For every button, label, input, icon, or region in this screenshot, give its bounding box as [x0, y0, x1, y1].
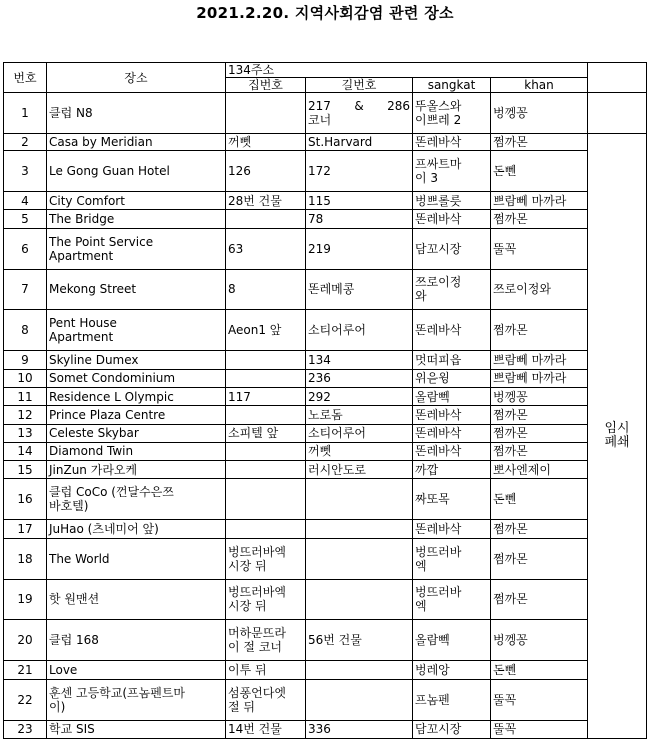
- khan-cell: 벙껭꽁: [491, 93, 588, 134]
- street-number-cell-line: 236: [308, 371, 331, 386]
- khan-cell: 쩜까몬: [491, 579, 588, 620]
- sangkat-cell-line: 벙뜨러바: [415, 544, 462, 559]
- place-cell-line: JuHao (츠네미어 앞): [49, 521, 159, 536]
- sangkat-cell-line: 올람뻭: [415, 389, 450, 404]
- place-cell-line: Skyline Dumex: [49, 352, 139, 367]
- khan-cell: 쁘람뻬 마까라: [491, 192, 588, 210]
- place-cell: [47, 269, 226, 310]
- place-cell: [47, 679, 226, 720]
- table-row: [4, 369, 647, 387]
- row-number: 15: [4, 461, 47, 479]
- table-row: [4, 479, 647, 520]
- sangkat-cell: [413, 406, 491, 424]
- status-cell: [588, 133, 647, 738]
- place-cell-line: Prince Plaza Centre: [49, 407, 166, 422]
- place-cell: [47, 228, 226, 269]
- khan-cell: 쁘람뻬 마까라: [491, 369, 588, 387]
- place-cell-line: 훈센 고등학교(프놈펜트마: [49, 685, 186, 700]
- house-number-cell-line: 28번 건물: [228, 193, 282, 208]
- street-number-cell: [306, 538, 413, 579]
- house-number-cell: [226, 442, 306, 460]
- khan-cell: 쩜까몬: [491, 310, 588, 351]
- place-cell: [47, 479, 226, 520]
- street-number-cell: [306, 310, 413, 351]
- khan-cell: 쩜까몬: [491, 538, 588, 579]
- sangkat-cell-line: 벙쁘롤릇: [415, 193, 462, 208]
- street-number-cell: [306, 210, 413, 228]
- place-cell: [47, 351, 226, 369]
- sangkat-cell: [413, 720, 491, 738]
- row-number: 9: [4, 351, 47, 369]
- row-number: 20: [4, 620, 47, 661]
- sangkat-cell: [413, 538, 491, 579]
- sangkat-cell-line: 프싸트마: [415, 157, 462, 172]
- sangkat-cell-line: 이쁘레 2: [415, 112, 462, 127]
- row-number: 22: [4, 679, 47, 720]
- house-number-cell-line: 63: [228, 241, 244, 256]
- table-row: [4, 406, 647, 424]
- row-number: 5: [4, 210, 47, 228]
- khan-cell: 돈뻰: [491, 479, 588, 520]
- house-number-cell-line: 시장 뒤: [228, 558, 267, 573]
- house-number-cell: [226, 310, 306, 351]
- sangkat-cell-line: 까깝: [415, 462, 439, 477]
- place-cell: [47, 151, 226, 192]
- table-row: [4, 151, 647, 192]
- house-number-cell: [226, 93, 306, 134]
- street-number-cell: [306, 442, 413, 460]
- place-cell: [47, 192, 226, 210]
- sangkat-cell: [413, 210, 491, 228]
- khan-cell: 쁘람뻬 마까라: [491, 351, 588, 369]
- street-number-cell: [306, 620, 413, 661]
- street-number-cell-line: 134: [308, 352, 331, 367]
- house-number-cell-line: 꺼뻿: [228, 135, 252, 150]
- table-row: [4, 387, 647, 405]
- row-number: 10: [4, 369, 47, 387]
- sangkat-cell: [413, 228, 491, 269]
- street-number-cell-line: 소티어루어: [308, 426, 366, 441]
- house-number-cell: [226, 620, 306, 661]
- place-cell-line: City Comfort: [49, 193, 125, 208]
- status-blank-cell: [588, 93, 647, 134]
- sangkat-cell: [413, 679, 491, 720]
- house-number-cell: [226, 538, 306, 579]
- place-cell-line: Love: [49, 662, 78, 677]
- place-cell-line: The World: [49, 551, 110, 566]
- header-number: 번호: [4, 63, 47, 93]
- table-row: [4, 93, 647, 134]
- table-row: [4, 210, 647, 228]
- place-cell: [47, 520, 226, 538]
- place-cell-line: Mekong Street: [49, 282, 137, 297]
- street-number-cell: [306, 228, 413, 269]
- document-title: 2021.2.20. 지역사회감염 관련 장소: [196, 4, 454, 22]
- table-row: [4, 520, 647, 538]
- sangkat-cell-line: 벙레앙: [415, 662, 450, 677]
- table-row: [4, 461, 647, 479]
- header-house-number: 집번호: [226, 78, 306, 93]
- street-number-cell-line: 115: [308, 193, 331, 208]
- house-number-cell-line: 8: [228, 282, 236, 297]
- house-number-cell: [226, 351, 306, 369]
- house-number-cell: [226, 406, 306, 424]
- place-cell-line: 바호텔): [49, 499, 89, 514]
- sangkat-cell: [413, 310, 491, 351]
- table-row: [4, 720, 647, 738]
- street-number-cell: [306, 424, 413, 442]
- street-number-cell: [306, 406, 413, 424]
- header-address-group: 134주소: [226, 63, 588, 78]
- sangkat-cell: [413, 620, 491, 661]
- row-number: 19: [4, 579, 47, 620]
- sangkat-cell: [413, 93, 491, 134]
- place-cell-line: The Point Service: [49, 234, 154, 249]
- house-number-cell: [226, 461, 306, 479]
- place-cell: [47, 133, 226, 150]
- table-row: [4, 133, 647, 150]
- row-number: 17: [4, 520, 47, 538]
- place-cell-line: Casa by Meridian: [49, 135, 153, 150]
- place-cell: [47, 310, 226, 351]
- table-row: [4, 310, 647, 351]
- house-number-cell: [226, 520, 306, 538]
- header-place: 장소: [47, 63, 226, 93]
- table-row: [4, 538, 647, 579]
- street-number-cell: [306, 579, 413, 620]
- sangkat-cell-line: 똔레바삭: [415, 407, 462, 422]
- sangkat-cell: [413, 192, 491, 210]
- house-number-cell: [226, 192, 306, 210]
- house-number-cell-line: 섬퐁언다엣: [228, 685, 286, 700]
- sangkat-cell: [413, 479, 491, 520]
- khan-cell: 쯔로이정와: [491, 269, 588, 310]
- place-cell-line: 학교 SIS: [49, 722, 95, 737]
- street-number-cell: [306, 93, 413, 134]
- sangkat-cell-line: 똔레바삭: [415, 211, 462, 226]
- header-khan: khan: [491, 78, 588, 93]
- house-number-cell-line: 126: [228, 164, 251, 179]
- house-number-cell: [226, 679, 306, 720]
- street-number-cell: [306, 679, 413, 720]
- row-number: 1: [4, 93, 47, 134]
- khan-cell: 쩜까몬: [491, 406, 588, 424]
- house-number-cell: [226, 369, 306, 387]
- sangkat-cell-line: 쯔로이정: [415, 275, 462, 290]
- street-number-cell-line: 292: [308, 389, 331, 404]
- sangkat-cell: [413, 579, 491, 620]
- place-cell-line: Residence L Olympic: [49, 389, 174, 404]
- sangkat-cell-line: 와: [415, 289, 427, 304]
- row-number: 16: [4, 479, 47, 520]
- street-number-cell-line: 78: [308, 211, 324, 226]
- house-number-cell: [226, 479, 306, 520]
- venue-table: [3, 62, 647, 739]
- row-number: 8: [4, 310, 47, 351]
- row-number: 23: [4, 720, 47, 738]
- sangkat-cell-line: 담꼬시장: [415, 722, 462, 737]
- sangkat-cell: [413, 151, 491, 192]
- street-number-cell: [306, 661, 413, 679]
- sangkat-cell: [413, 424, 491, 442]
- street-number-cell-line: 노로돔: [308, 407, 343, 422]
- place-cell: [47, 720, 226, 738]
- sangkat-cell-line: 이 3: [415, 171, 439, 186]
- house-number-cell: [226, 133, 306, 150]
- place-cell: [47, 620, 226, 661]
- place-cell-line: Celeste Skybar: [49, 426, 139, 441]
- house-number-cell: [226, 579, 306, 620]
- sangkat-cell-line: 똔레바삭: [415, 426, 462, 441]
- row-number: 11: [4, 387, 47, 405]
- place-cell-line: 클럽 CoCo (껀달수은쯔: [49, 485, 174, 500]
- sangkat-cell: [413, 269, 491, 310]
- house-number-cell: [226, 210, 306, 228]
- place-cell-line: Somet Condominium: [49, 371, 176, 386]
- khan-cell: 쩜까몬: [491, 520, 588, 538]
- sangkat-cell-line: 똔레바삭: [415, 135, 462, 150]
- sangkat-cell: [413, 369, 491, 387]
- street-number-cell: [306, 720, 413, 738]
- street-number-cell: [306, 520, 413, 538]
- sangkat-cell-line: 담꼬시장: [415, 241, 462, 256]
- house-number-cell-line: 117: [228, 389, 251, 404]
- status-line: 폐쇄: [604, 434, 630, 450]
- sangkat-cell-line: 엑: [415, 558, 427, 573]
- table-row: [4, 661, 647, 679]
- khan-cell: 쩜까몬: [491, 210, 588, 228]
- house-number-cell: [226, 269, 306, 310]
- khan-cell: 뚤꼭: [491, 679, 588, 720]
- sangkat-cell-line: 올람뻭: [415, 633, 450, 648]
- street-number-cell: [306, 369, 413, 387]
- sangkat-cell: [413, 351, 491, 369]
- khan-cell: 쩜까몬: [491, 442, 588, 460]
- khan-cell: 돈뻰: [491, 661, 588, 679]
- street-number-cell-line: 219: [308, 241, 331, 256]
- row-number: 6: [4, 228, 47, 269]
- header-sangkat: sangkat: [413, 78, 491, 93]
- place-cell: [47, 579, 226, 620]
- table-row: [4, 620, 647, 661]
- house-number-cell-line: 시장 뒤: [228, 599, 267, 614]
- place-cell: [47, 661, 226, 679]
- house-number-cell: [226, 228, 306, 269]
- sangkat-cell: [413, 520, 491, 538]
- place-cell: [47, 210, 226, 228]
- street-number-cell: [306, 351, 413, 369]
- place-cell-line: Pent House: [49, 316, 117, 331]
- table-row: [4, 579, 647, 620]
- sangkat-cell-line: 뚜올스와: [415, 98, 462, 113]
- row-number: 7: [4, 269, 47, 310]
- table-row: [4, 679, 647, 720]
- place-cell: [47, 369, 226, 387]
- table-row: [4, 424, 647, 442]
- place-cell-line: 클럽 N8: [49, 105, 93, 120]
- khan-cell: 벙껭꽁: [491, 620, 588, 661]
- place-cell: [47, 406, 226, 424]
- place-cell-line: Diamond Twin: [49, 444, 134, 459]
- street-number-cell-line: 소티어루어: [308, 323, 366, 338]
- house-number-cell-line: Aeon1 앞: [228, 323, 282, 338]
- sangkat-cell-line: 멋떠피읍: [415, 352, 462, 367]
- sangkat-cell: [413, 442, 491, 460]
- row-number: 3: [4, 151, 47, 192]
- street-number-cell: [306, 461, 413, 479]
- place-cell-line: 이): [49, 699, 66, 714]
- street-number-cell-line: 56번 건물: [308, 633, 362, 648]
- table-row: [4, 442, 647, 460]
- khan-cell: 쩜까몬: [491, 133, 588, 150]
- khan-cell: 뽀사엔제이: [491, 461, 588, 479]
- house-number-cell: [226, 151, 306, 192]
- row-number: 4: [4, 192, 47, 210]
- street-number-cell: [306, 192, 413, 210]
- status-line: 임시: [604, 420, 630, 436]
- row-number: 12: [4, 406, 47, 424]
- sangkat-cell: [413, 661, 491, 679]
- street-number-cell-line: 336: [308, 722, 331, 737]
- house-number-cell-line: 벙뜨러바엑: [228, 544, 286, 559]
- street-number-cell: [306, 479, 413, 520]
- street-number-cell-line: 러시안도로: [308, 462, 366, 477]
- table-row: [4, 192, 647, 210]
- street-number-cell: [306, 151, 413, 192]
- row-number: 2: [4, 133, 47, 150]
- khan-cell: 돈뻰: [491, 151, 588, 192]
- place-cell-line: JinZun 가라오케: [49, 462, 138, 477]
- sangkat-cell-line: 프놈펜: [415, 692, 450, 707]
- khan-cell: 뚤꼭: [491, 720, 588, 738]
- place-cell-line: 핫 원맨션: [49, 592, 100, 607]
- row-number: 21: [4, 661, 47, 679]
- place-cell: [47, 424, 226, 442]
- place-cell-line: Apartment: [49, 248, 114, 263]
- sangkat-cell: [413, 387, 491, 405]
- place-cell: [47, 387, 226, 405]
- sangkat-cell-line: 벙뜨러바: [415, 585, 462, 600]
- place-cell: [47, 442, 226, 460]
- street-number-cell: [306, 133, 413, 150]
- street-number-cell-line: 코너: [308, 112, 332, 127]
- house-number-cell-line: 절 뒤: [228, 699, 255, 714]
- sangkat-cell-line: 똔레바삭: [415, 444, 462, 459]
- house-number-cell-line: 벙뜨러바엑: [228, 585, 286, 600]
- header-street-number: 길번호: [306, 78, 413, 93]
- house-number-cell-line: 14번 건물: [228, 722, 282, 737]
- table-row: [4, 269, 647, 310]
- house-number-cell: [226, 661, 306, 679]
- street-number-cell: [306, 387, 413, 405]
- sangkat-cell-line: 엑: [415, 599, 427, 614]
- street-number-cell-line: 172: [308, 164, 331, 179]
- street-number-cell-line: St.Harvard: [308, 135, 373, 150]
- khan-cell: 쩜까몬: [491, 424, 588, 442]
- sangkat-cell-line: 똔레바삭: [415, 521, 462, 536]
- house-number-cell: [226, 387, 306, 405]
- sangkat-cell-line: 똔레바삭: [415, 323, 462, 338]
- sangkat-cell-line: 짜또목: [415, 492, 450, 507]
- table-row: [4, 351, 647, 369]
- street-number-cell-line: 똔레메콩: [308, 282, 355, 297]
- street-number-cell-line: 꺼뻿: [308, 444, 332, 459]
- row-number: 13: [4, 424, 47, 442]
- place-cell: [47, 93, 226, 134]
- street-number-cell-line: 217 & 286: [308, 98, 410, 113]
- khan-cell: 뚤꼭: [491, 228, 588, 269]
- place-cell-line: The Bridge: [49, 211, 115, 226]
- house-number-cell-line: 이 절 코너: [228, 640, 282, 655]
- place-cell-line: 클럽 168: [49, 633, 99, 648]
- table-row: [4, 228, 647, 269]
- sangkat-cell: [413, 461, 491, 479]
- house-number-cell-line: 이투 뒤: [228, 662, 267, 677]
- row-number: 18: [4, 538, 47, 579]
- house-number-cell-line: 머하문뜨라: [228, 626, 286, 641]
- khan-cell: 벙껭꽁: [491, 387, 588, 405]
- row-number: 14: [4, 442, 47, 460]
- street-number-cell: [306, 269, 413, 310]
- header-status-blank: [588, 63, 647, 93]
- house-number-cell-line: 소피텔 앞: [228, 426, 279, 441]
- sangkat-cell: [413, 133, 491, 150]
- place-cell-line: Le Gong Guan Hotel: [49, 164, 170, 179]
- table-body: [4, 93, 647, 739]
- house-number-cell: [226, 424, 306, 442]
- place-cell-line: Apartment: [49, 330, 114, 345]
- sangkat-cell-line: 위읃윙: [415, 371, 450, 386]
- place-cell: [47, 538, 226, 579]
- house-number-cell: [226, 720, 306, 738]
- place-cell: [47, 461, 226, 479]
